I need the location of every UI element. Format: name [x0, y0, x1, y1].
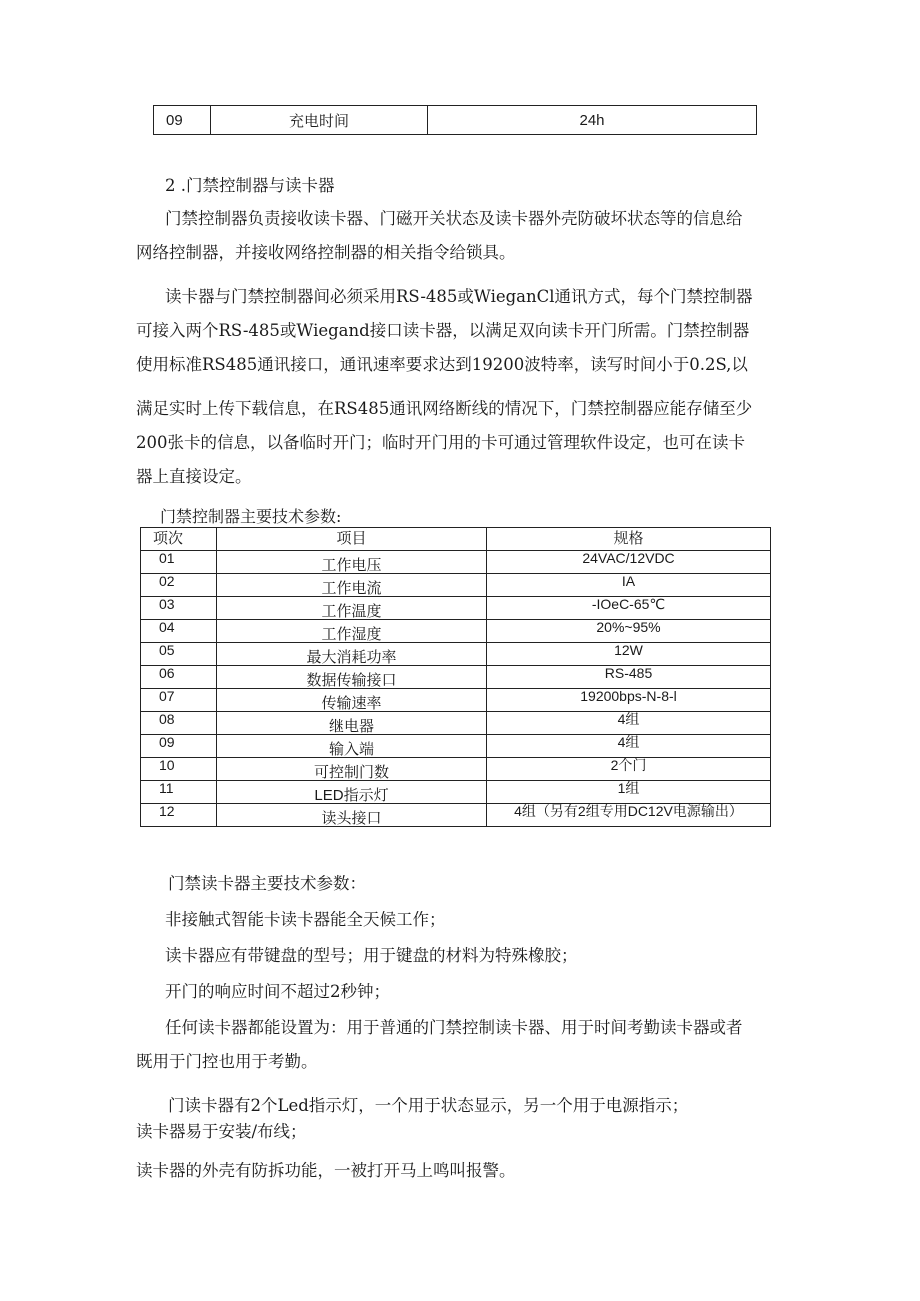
- battery-table: [153, 105, 757, 135]
- row-number: 05: [141, 643, 217, 666]
- row-item: 最大消耗功率: [217, 643, 487, 666]
- row-spec: 4组: [487, 712, 771, 735]
- table-row: [141, 666, 771, 689]
- paragraph-line: 器上直接设定。: [136, 467, 252, 486]
- row-spec: 20%~95%: [487, 620, 771, 643]
- row-item: 工作湿度: [217, 620, 487, 643]
- reader-spec-line: 非接触式智能卡读卡器能全天候工作；: [165, 910, 446, 929]
- row-item: 工作电流: [217, 574, 487, 597]
- spec-table-caption: 门禁控制器主要技术参数:: [160, 507, 342, 526]
- table-row: [141, 781, 771, 804]
- row-spec: 12W: [487, 643, 771, 666]
- row-spec: 19200bps-N-8-l: [487, 689, 771, 712]
- row-number: 04: [141, 620, 217, 643]
- row-item: 读头接口: [217, 804, 487, 827]
- reader-spec-line: 门读卡器有2个Led指示灯，一个用于状态显示，另一个用于电源指示；: [168, 1096, 689, 1115]
- paragraph-line: 门禁控制器负责接收读卡器、门磁开关状态及读卡器外壳防破坏状态等的信息给: [165, 209, 743, 228]
- table-row: [141, 735, 771, 758]
- paragraph-line: 200张卡的信息，以备临时开门；临时开门用的卡可通过管理软件设定，也可在读卡: [136, 433, 745, 452]
- reader-caption: 门禁读卡器主要技术参数：: [168, 874, 366, 893]
- reader-spec-line: 读卡器的外壳有防拆功能，一被打开马上鸣叫报警。: [136, 1161, 516, 1180]
- table-row: [141, 804, 771, 827]
- section-heading: 2 .门禁控制器与读卡器: [165, 176, 335, 195]
- row-spec: 24VAC/12VDC: [487, 551, 771, 574]
- table-row: [141, 758, 771, 781]
- row-item: 继电器: [217, 712, 487, 735]
- table-row: [141, 712, 771, 735]
- row-number: 12: [141, 804, 217, 827]
- row-item: 数据传输接口: [217, 666, 487, 689]
- paragraph-line: 可接入两个RS-485或Wiegand接口读卡器，以满足双向读卡开门所需。门禁控制器: [136, 321, 750, 340]
- row-item: LED指示灯: [217, 781, 487, 804]
- paragraph-line: 满足实时上传下载信息，在RS485通讯网络断线的情况下，门禁控制器应能存储至少: [136, 399, 753, 418]
- reader-spec-line: 读卡器应有带键盘的型号；用于键盘的材料为特殊橡胶；: [165, 946, 578, 965]
- table-row: [141, 689, 771, 712]
- row-number: 11: [141, 781, 217, 804]
- row-number: 08: [141, 712, 217, 735]
- row-number: 10: [141, 758, 217, 781]
- row-number: 06: [141, 666, 217, 689]
- row-item: 输入端: [217, 735, 487, 758]
- row-value: 24h: [428, 106, 757, 135]
- row-spec: 4组: [487, 735, 771, 758]
- row-item: 工作温度: [217, 597, 487, 620]
- row-item: 工作电压: [217, 551, 487, 574]
- row-item: 传输速率: [217, 689, 487, 712]
- row-item: 充电时间: [211, 106, 428, 135]
- row-number: 02: [141, 574, 217, 597]
- row-item: 可控制门数: [217, 758, 487, 781]
- table-row: [141, 620, 771, 643]
- table-header-row: [141, 528, 771, 551]
- row-number: 03: [141, 597, 217, 620]
- table-row: [141, 574, 771, 597]
- row-spec: 1组: [487, 781, 771, 804]
- table-row: [141, 597, 771, 620]
- row-number: 07: [141, 689, 217, 712]
- reader-spec-line: 既用于门控也用于考勤。: [136, 1052, 318, 1071]
- row-number: 01: [141, 551, 217, 574]
- table-row: [141, 551, 771, 574]
- paragraph-line: 使用标准RS485通讯接口，通讯速率要求达到19200波特率，读写时间小于0.2S,以: [136, 355, 748, 374]
- header-spec: 规格: [487, 528, 771, 551]
- paragraph-line: 网络控制器，并接收网络控制器的相关指令给锁具。: [136, 243, 516, 262]
- controller-spec-table: [140, 527, 771, 827]
- row-number: 09: [154, 106, 211, 135]
- reader-spec-line: 开门的响应时间不超过2秒钟；: [165, 982, 390, 1001]
- table-row: [154, 106, 757, 135]
- row-spec: -IOeC-65℃: [487, 597, 771, 620]
- row-number: 09: [141, 735, 217, 758]
- table-row: [141, 643, 771, 666]
- paragraph-line: 读卡器与门禁控制器间必须采用RS-485或WieganCl通讯方式，每个门禁控制器: [165, 287, 753, 306]
- reader-spec-line: 读卡器易于安装/布线；: [136, 1122, 307, 1141]
- header-no: 项次: [141, 528, 217, 551]
- row-spec: RS-485: [487, 666, 771, 689]
- header-item: 项目: [217, 528, 487, 551]
- row-spec: IA: [487, 574, 771, 597]
- row-spec: 2个门: [487, 758, 771, 781]
- row-spec: 4组（另有2组专用DC12V电源输出）: [487, 804, 771, 827]
- reader-spec-line: 任何读卡器都能设置为：用于普通的门禁控制读卡器、用于时间考勤读卡器或者: [165, 1018, 743, 1037]
